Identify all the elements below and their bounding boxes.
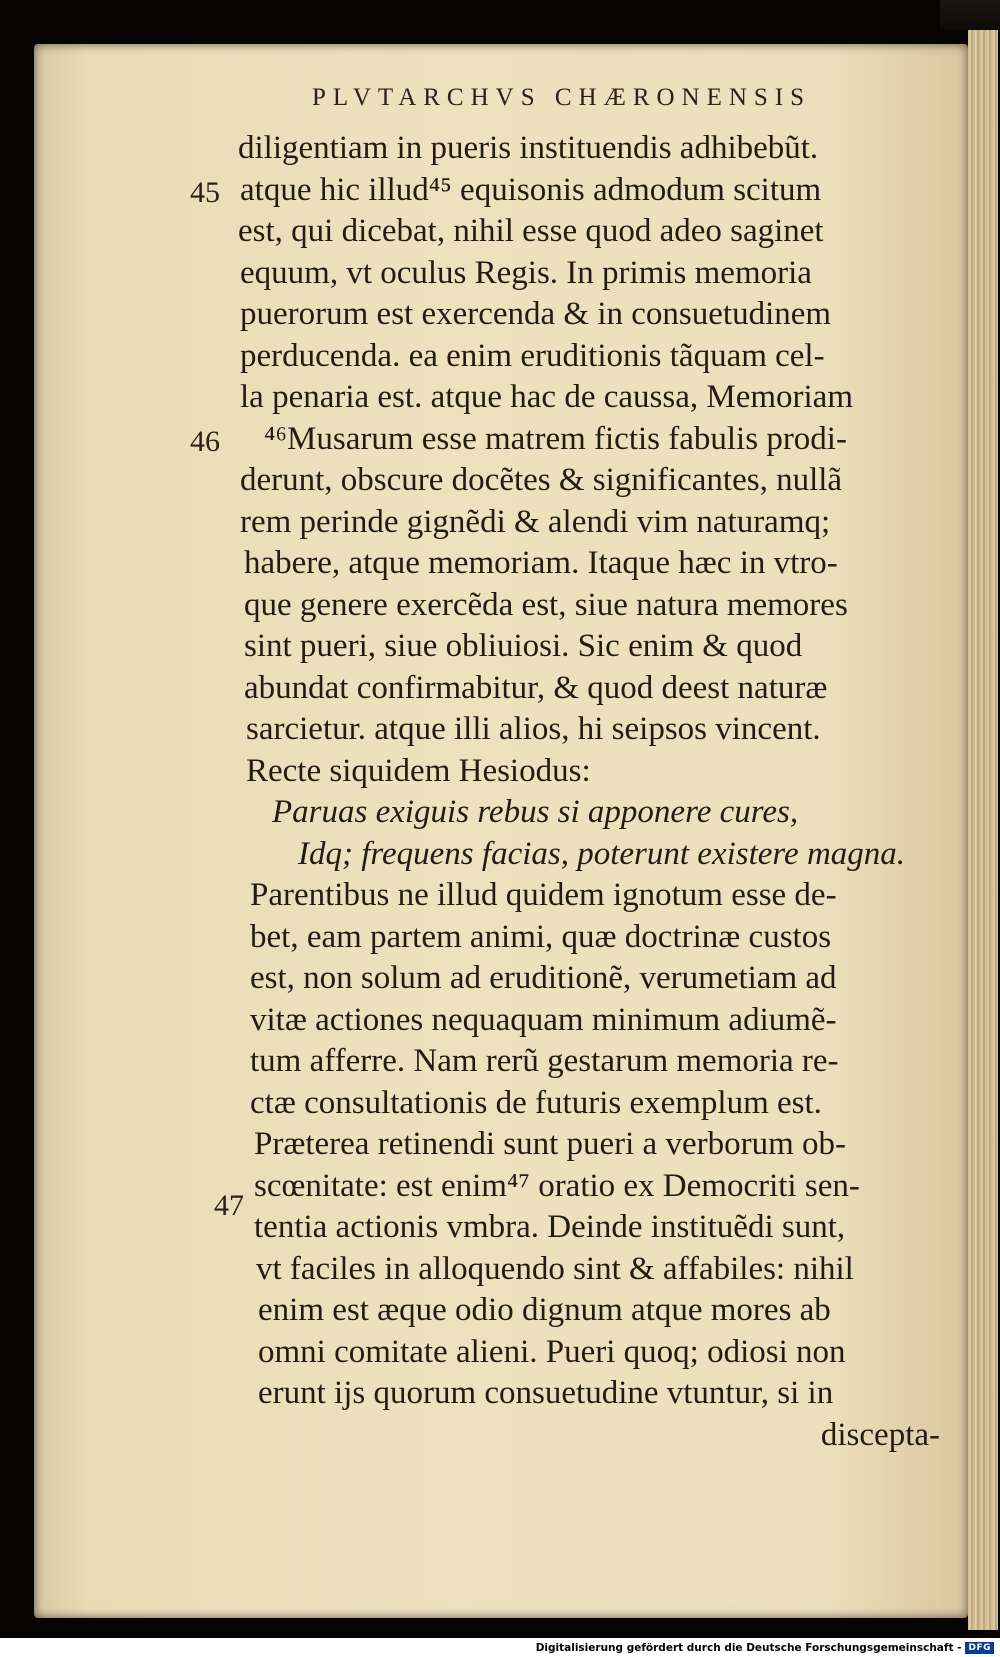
text-block <box>40 128 940 1456</box>
line-text: puerorum est exercenda & in consuetudinem <box>240 296 832 332</box>
line-text: abundat confirmabitur, & quod deest naturæ <box>244 669 828 706</box>
line-text: derunt, obscure docẽtes & significantes, nullã <box>240 462 843 498</box>
line-text: omni comitate alieni. Pueri quoq; odiosi non <box>258 1333 846 1370</box>
line-text: Idq; frequens facias, poterunt existere magna. <box>298 835 906 872</box>
line-text: equum, vt oculus Regis. In primis memoria <box>240 254 812 291</box>
footer-credit: Digitalisierung gefördert durch die Deutsche Forschungsgemeinschaft - <box>535 1641 962 1654</box>
margin-note-number: 45 <box>190 175 220 209</box>
line-text: la penaria est. atque hac de caussa, Memoriam <box>240 379 853 415</box>
text-line <box>40 502 940 544</box>
dfg-logo: DFG <box>965 1642 994 1654</box>
text-line <box>40 1189 940 1249</box>
line-text: Recte siquidem Hesiodus: <box>246 752 591 789</box>
line-text: vitæ actiones nequaquam minimum adiumẽ- <box>250 1001 837 1038</box>
line-text: habere, atque memoriam. Itaque hæc in vtro- <box>244 545 838 581</box>
text-line <box>40 1249 940 1291</box>
text-line <box>40 1041 940 1083</box>
text-line <box>40 958 940 1000</box>
line-text: Præterea retinendi sunt pueri a verborum ob- <box>254 1126 846 1162</box>
text-line <box>40 917 940 959</box>
margin-note-number: 47 <box>214 1189 244 1222</box>
catchword-line <box>40 1415 940 1457</box>
text-line <box>40 336 940 378</box>
verse-line <box>40 792 940 834</box>
verse-line <box>40 834 940 876</box>
line-text: tentia actionis vmbra. Deinde instituẽdi sunt, <box>254 1209 846 1245</box>
line-text: scœnitate: est enim⁴⁷ oratio ex Democriti sen- <box>254 1167 860 1204</box>
text-line <box>40 1290 940 1332</box>
line-text: que genere exercẽda est, siue natura memores <box>244 586 848 623</box>
text-line <box>40 460 940 502</box>
text-line <box>40 626 940 668</box>
text-line <box>40 543 940 585</box>
text-line <box>40 1166 940 1208</box>
text-line <box>40 1000 940 1042</box>
text-line <box>40 170 940 212</box>
text-line <box>40 128 940 170</box>
catchword: discepta- <box>820 1416 940 1453</box>
line-text: est, qui dicebat, nihil esse quod adeo saginet <box>238 213 824 249</box>
text-line <box>40 1332 940 1374</box>
text-line <box>40 751 940 793</box>
line-text: diligentiam in pueris instituendis adhibebũt. <box>238 130 819 166</box>
text-line <box>40 294 940 336</box>
text-line <box>40 253 940 295</box>
line-text: ⁴⁶Musarum esse matrem fictis fabulis prodi- <box>264 420 847 457</box>
line-text: sint pueri, siue obliuiosi. Sic enim & quod <box>244 628 803 664</box>
line-text: perducenda. ea enim eruditionis tãquam cel- <box>240 337 825 374</box>
line-text: bet, eam partem animi, quæ doctrinæ custos <box>250 918 832 955</box>
text-line <box>40 211 940 253</box>
text-line <box>40 585 940 627</box>
book-edge-top <box>940 0 1000 30</box>
text-line <box>40 1373 940 1415</box>
running-head: PLVTARCHVS CHÆRONENSIS <box>312 84 812 111</box>
line-text: tum afferre. Nam rerũ gestarum memoria re- <box>250 1043 839 1079</box>
text-line <box>40 709 940 751</box>
line-text: est, non solum ad eruditionẽ, verumetiam ad <box>250 960 837 996</box>
page-fore-edge <box>968 30 998 1630</box>
line-text: erunt ijs quorum consuetudine vtuntur, si in <box>258 1375 834 1411</box>
line-text: Parentibus ne illud quidem ignotum esse de- <box>250 877 837 913</box>
text-line <box>40 377 940 419</box>
text-line <box>40 668 940 710</box>
line-text: sarcietur. atque illi alios, hi seipsos vincent. <box>246 711 821 747</box>
footer-bar <box>0 1638 1000 1657</box>
line-text: atque hic illud⁴⁵ equisonis admodum scitum <box>240 171 822 208</box>
text-line <box>40 1124 940 1166</box>
text-line <box>40 1083 940 1125</box>
line-text: ctæ consultationis de futuris exemplum est. <box>250 1084 822 1121</box>
line-text: Paruas exiguis rebus si apponere cures, <box>272 794 799 830</box>
text-line <box>40 875 940 917</box>
line-text: vt faciles in alloquendo sint & affabiles: nihil <box>256 1250 854 1287</box>
line-text: enim est æque odio dignum atque mores ab <box>258 1292 831 1328</box>
line-text: rem perinde gignẽdi & alendi vim naturamq; <box>240 503 831 540</box>
margin-note-number: 46 <box>190 424 220 458</box>
text-line <box>40 419 940 461</box>
